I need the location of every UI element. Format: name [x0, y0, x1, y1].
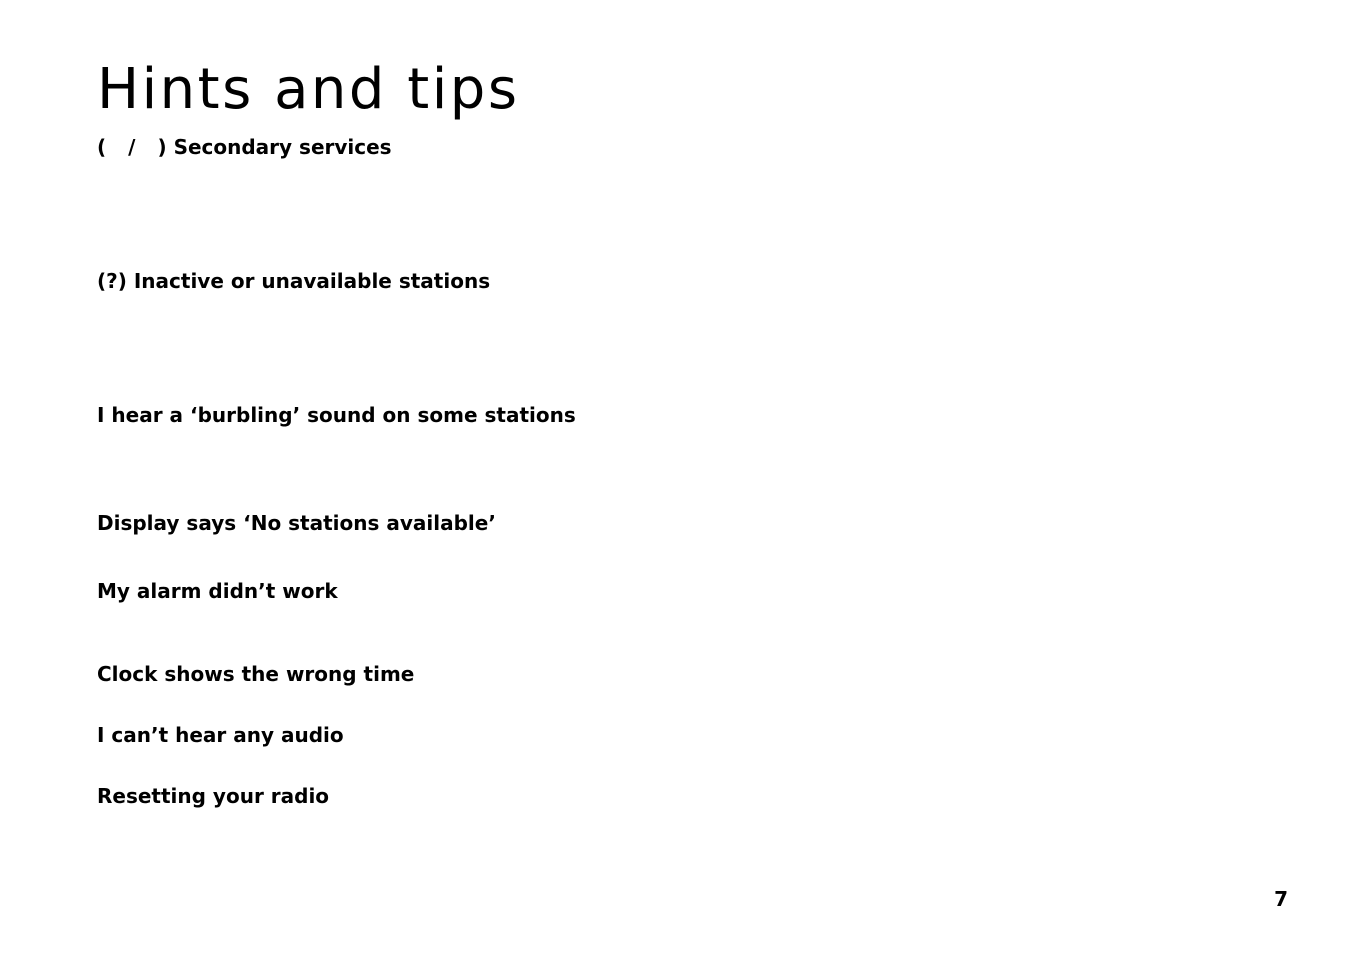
slash-separator: /	[128, 135, 136, 159]
heading-secondary-services-label: Secondary services	[173, 135, 392, 159]
heading-no-audio: I can’t hear any audio	[97, 723, 344, 747]
open-paren: (	[97, 135, 107, 159]
heading-clock-wrong-time: Clock shows the wrong time	[97, 662, 415, 686]
heading-alarm: My alarm didn’t work	[97, 579, 338, 603]
heading-inactive-stations: (?) Inactive or unavailable stations	[97, 269, 491, 293]
heading-resetting-radio: Resetting your radio	[97, 784, 330, 808]
close-paren: )	[157, 135, 167, 159]
heading-burbling-sound: I hear a ‘burbling’ sound on some stations	[97, 403, 576, 427]
heading-secondary-services	[97, 134, 392, 160]
page-number: 7	[1274, 887, 1288, 911]
page-title: Hints and tips	[97, 57, 520, 122]
heading-no-stations: Display says ‘No stations available’	[97, 511, 496, 535]
